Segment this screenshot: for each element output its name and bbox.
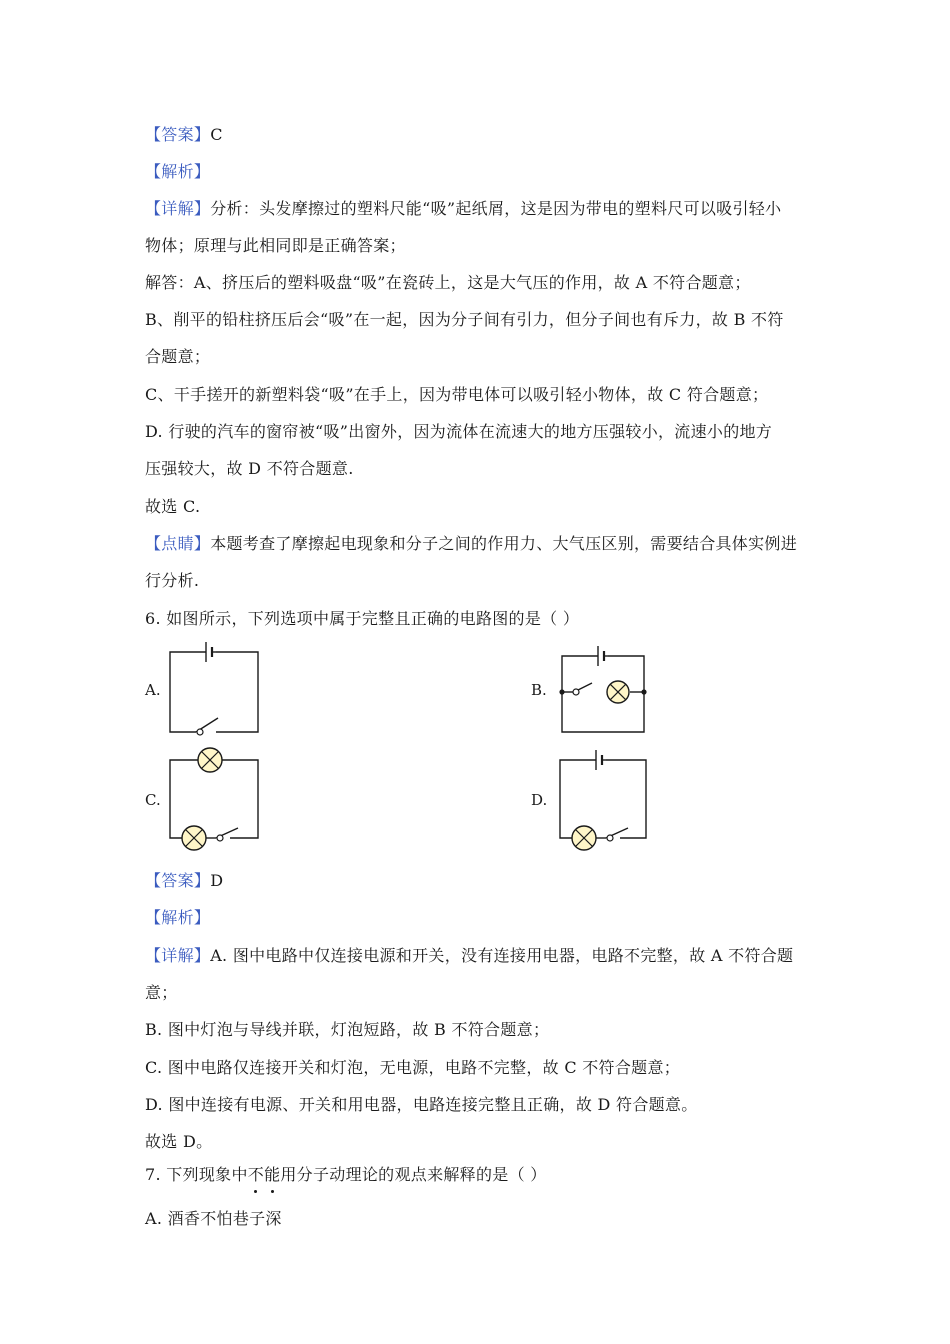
q6-choose: 故选 D。 xyxy=(145,1132,213,1151)
answer-tag: 【答案】 xyxy=(145,125,211,144)
circuit-diagram-c xyxy=(160,744,270,854)
q5-answer-c: C、干手搓开的新塑料袋“吸”在手上，因为带电体可以吸引轻小物体，故 C 符合题意； xyxy=(145,385,769,404)
q6-analysis-line xyxy=(145,907,825,929)
q5-comment-line-1 xyxy=(145,533,825,555)
option-a-label: A. xyxy=(145,681,161,699)
q7-stem xyxy=(145,1164,825,1186)
q6-detail-line-a1 xyxy=(145,945,825,967)
q5-detail-line-1 xyxy=(145,198,825,220)
q6-detail-c: C. 图中电路仅连接开关和灯泡，无电源，电路不完整，故 C 不符合题意； xyxy=(145,1058,681,1077)
circuit-diagram-b xyxy=(552,640,657,740)
option-d-label: D. xyxy=(531,791,548,809)
lamp-symbol-c-top xyxy=(198,748,222,772)
circuit-diagram-a xyxy=(160,640,270,740)
q5-detail-line-2: 物体；原理与此相同即是正确答案； xyxy=(145,236,406,255)
q5-answer-a: 解答：A、挤压后的塑料吸盘“吸”在瓷砖上，这是大气压的作用，故 A 不符合题意； xyxy=(145,273,751,292)
option-b-label: B. xyxy=(531,681,547,699)
analysis-tag: 【解析】 xyxy=(145,908,211,927)
q6-detail-line-a2: 意； xyxy=(145,983,178,1002)
q7-emphasis-text: 不能 xyxy=(247,1165,281,1184)
q7-option-a: A. 酒香不怕巷子深 xyxy=(145,1209,282,1228)
q5-answer-b-2: 合题意； xyxy=(145,347,211,366)
q5-answer-d-2: 压强较大，故 D 不符合题意. xyxy=(145,459,354,478)
lamp-symbol-c-bottom xyxy=(182,826,206,850)
q7-stem-pre: 7. 下列现象中 xyxy=(145,1165,248,1184)
option-c-label: C. xyxy=(145,791,161,809)
q5-choose: 故选 C. xyxy=(145,497,201,516)
q6-stem: 6. 如图所示，下列选项中属于完整且正确的电路图的是（ ） xyxy=(145,609,580,628)
detail-text: A. 图中电路中仅连接电源和开关，没有连接用电器，电路不完整，故 A 不符合题 xyxy=(210,946,794,965)
comment-text: 本题考查了摩擦起电现象和分子之间的作用力、大气压区别，需要结合具体实例进 xyxy=(210,534,798,553)
q5-answer-line xyxy=(145,124,825,146)
detail-tag: 【详解】 xyxy=(145,946,211,965)
q6-detail-b: B. 图中灯泡与导线并联，灯泡短路，故 B 不符合题意； xyxy=(145,1020,550,1039)
q6-detail-d: D. 图中连接有电源、开关和用电器，电路连接完整且正确，故 D 符合题意。 xyxy=(145,1095,698,1114)
lamp-symbol-b xyxy=(607,681,629,703)
emphasis-dot xyxy=(254,1190,257,1193)
comment-tag: 【点睛】 xyxy=(145,534,211,553)
q5-answer-b-1: B、削平的铅柱挤压后会“吸”在一起，因为分子间有引力，但分子间也有斥力，故 B 不符 xyxy=(145,310,784,329)
detail-tag: 【详解】 xyxy=(145,199,211,218)
detail-text: 分析：头发摩擦过的塑料尺能“吸”起纸屑，这是因为带电的塑料尺可以吸引轻小 xyxy=(210,199,782,218)
q7-stem-post: 用分子动理论的观点来解释的是（ ） xyxy=(280,1165,547,1184)
q6-answer-line xyxy=(145,870,825,892)
q5-answer-d-1: D. 行驶的汽车的窗帘被“吸”出窗外，因为流体在流速大的地方压强较小，流速小的地方 xyxy=(145,422,773,441)
answer-value: C xyxy=(210,125,223,144)
q5-comment-line-2: 行分析. xyxy=(145,571,200,590)
q5-analysis-line xyxy=(145,161,825,183)
emphasis-dot xyxy=(271,1190,274,1193)
answer-tag: 【答案】 xyxy=(145,871,211,890)
answer-value: D xyxy=(210,871,224,890)
lamp-symbol-d xyxy=(572,826,596,850)
circuit-diagram-d xyxy=(550,744,660,854)
q7-stem-emphasis xyxy=(248,1164,281,1186)
analysis-tag: 【解析】 xyxy=(145,162,211,181)
